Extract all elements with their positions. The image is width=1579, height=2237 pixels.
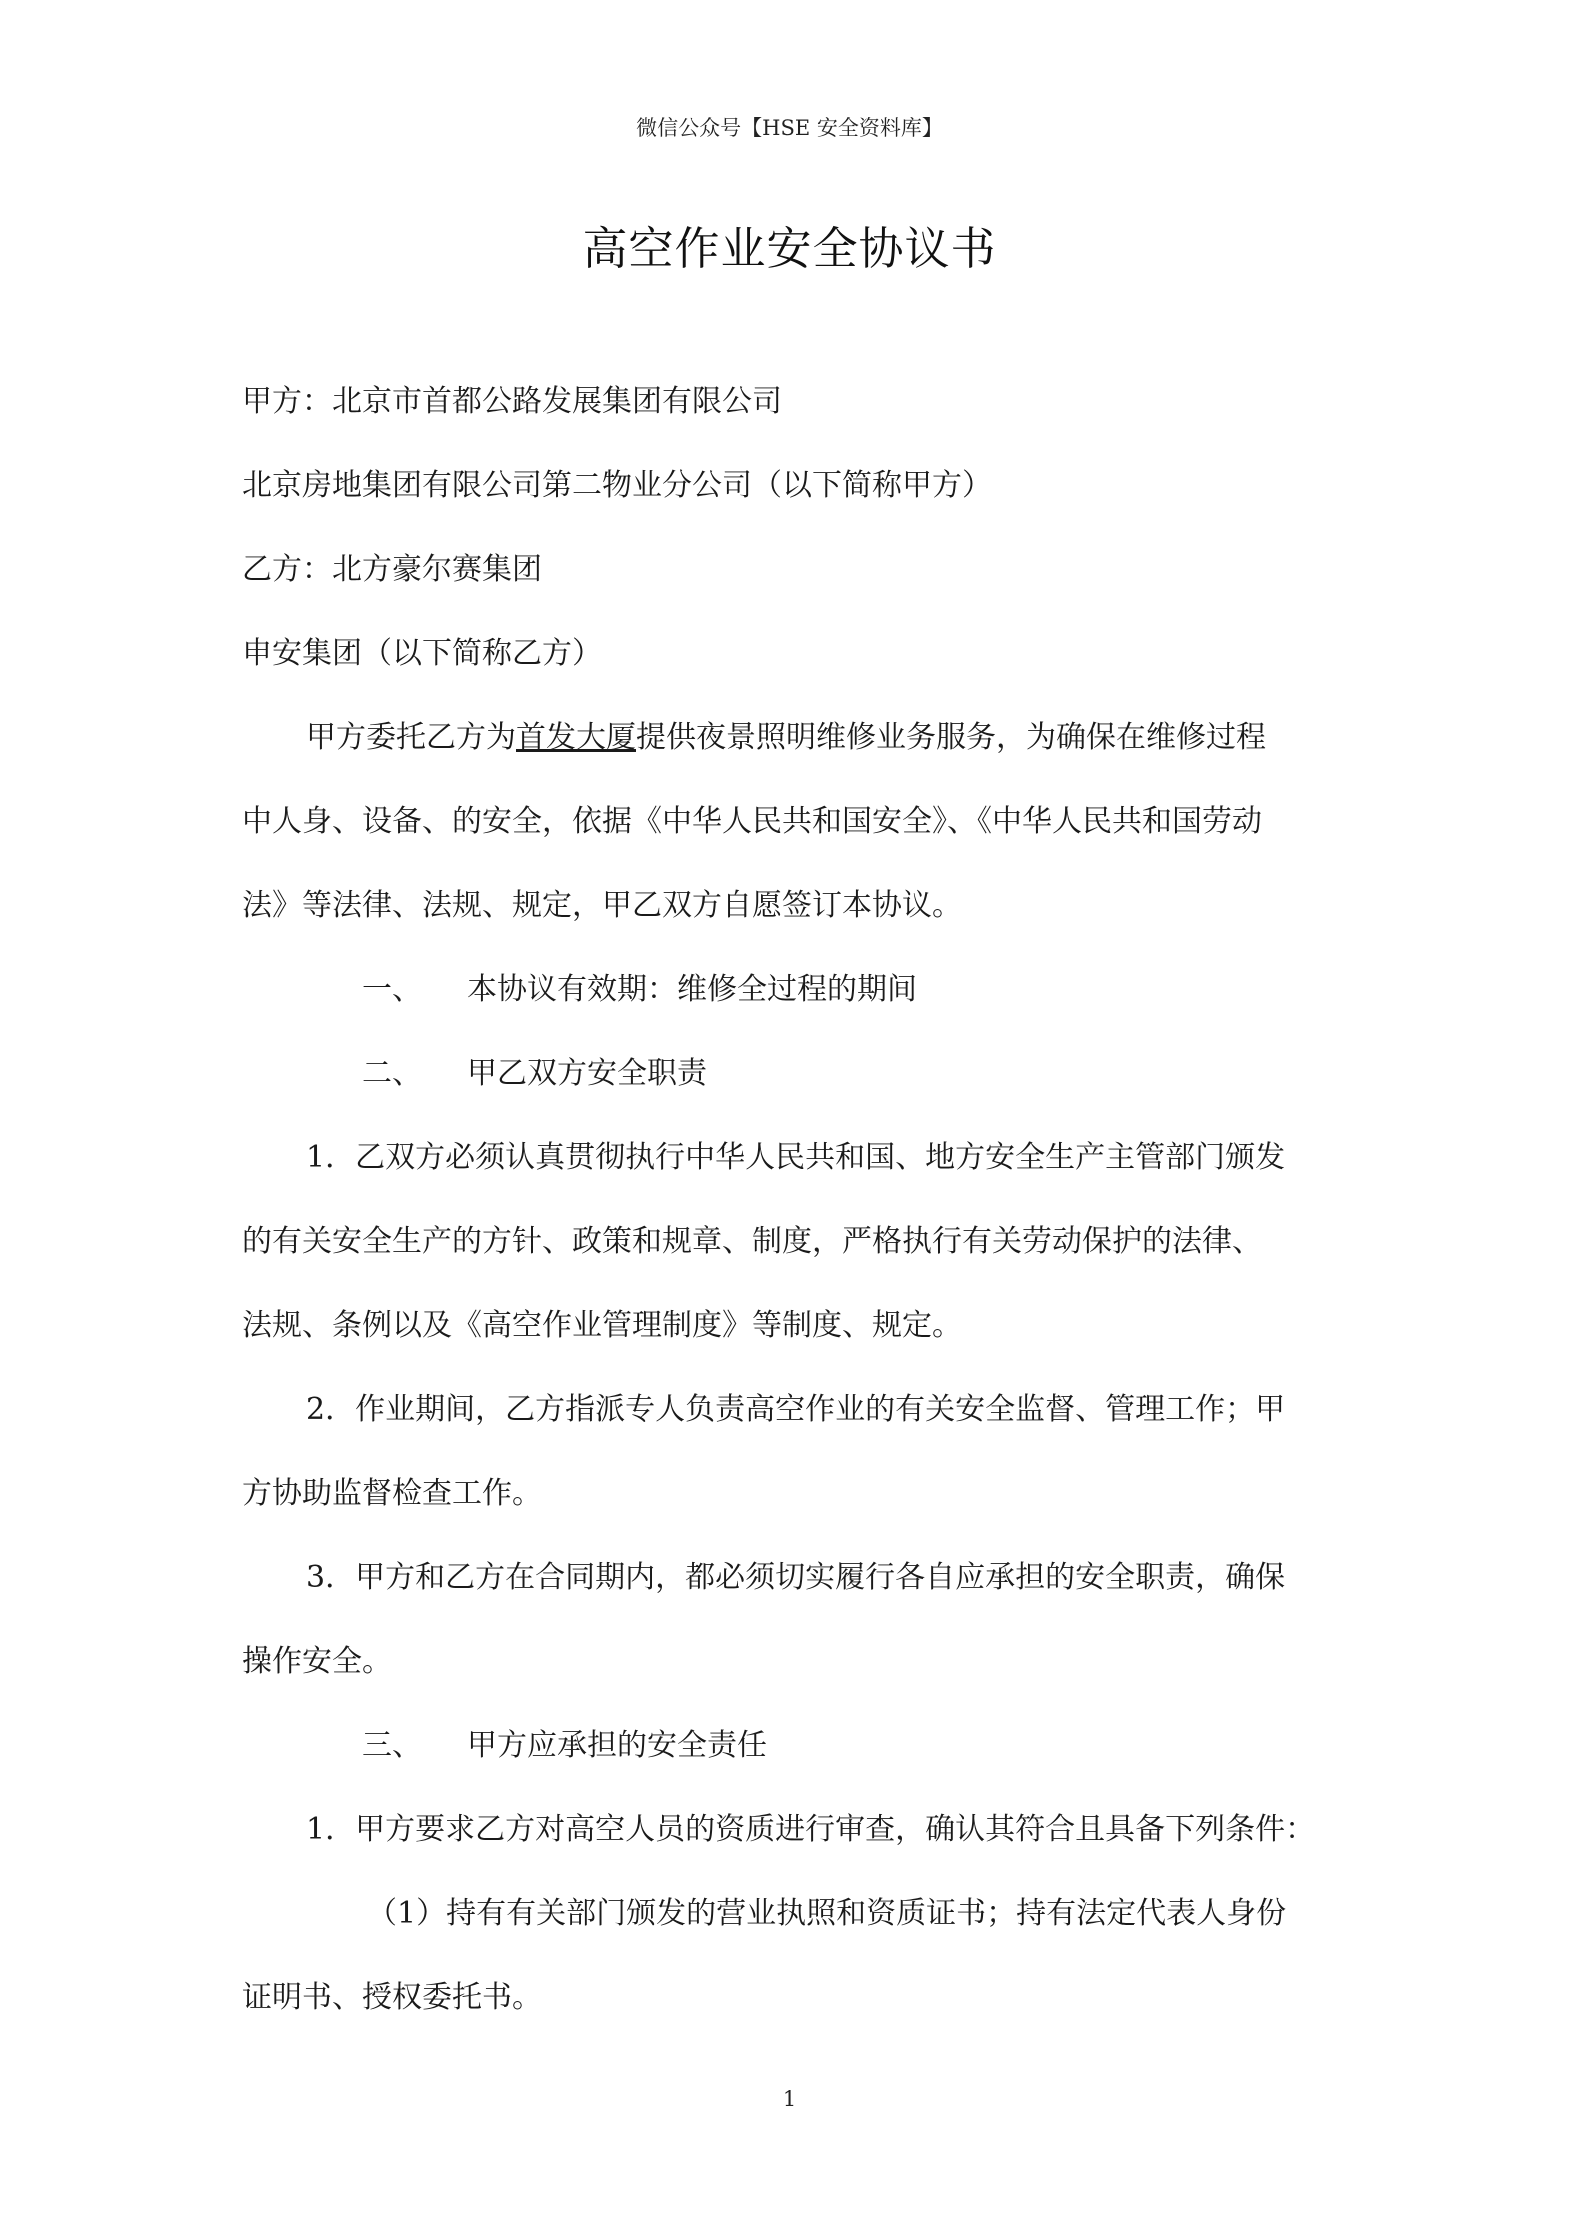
clause-2-1-line3: 法规、条例以及《高空作业管理制度》等制度、规定。 [242, 1308, 962, 1343]
party-a-line2: 北京房地集团有限公司第二物业分公司（以下简称甲方） [242, 468, 992, 503]
header-note: 微信公众号【HSE 安全资料库】 [636, 116, 943, 140]
intro-building-name: 首发大厦 [516, 720, 636, 755]
clause-3-1-sub1-line1: （1）持有有关部门颁发的营业执照和资质证书；持有法定代表人身份 [367, 1896, 1287, 1931]
section-2-text: 甲乙双方安全职责 [467, 1056, 707, 1091]
intro-post: 提供夜景照明维修业务服务，为确保在维修过程 [636, 720, 1266, 755]
document-body [242, 360, 1342, 2040]
page-title: 高空作业安全协议书 [582, 222, 997, 275]
section-2-heading [242, 1032, 1342, 1116]
party-b-line1: 乙方：北方豪尔赛集团 [242, 552, 542, 587]
section-1-text: 本协议有效期：维修全过程的期间 [467, 972, 917, 1007]
intro-line1 [242, 696, 1342, 780]
section-3-number: 三、 [362, 1728, 422, 1763]
section-3-heading [242, 1704, 1342, 1788]
section-1-heading [242, 948, 1342, 1032]
clause-2-3-line2: 操作安全。 [242, 1644, 392, 1679]
section-3-text: 甲方应承担的安全责任 [467, 1728, 767, 1763]
section-1-number: 一、 [362, 972, 422, 1007]
page-number: 1 [782, 2087, 797, 2111]
clause-2-1-line2: 的有关安全生产的方针、政策和规章、制度，严格执行有关劳动保护的法律、 [242, 1224, 1262, 1259]
clause-3-1-line1: 1．甲方要求乙方对高空人员的资质进行审查，确认其符合且具备下列条件： [306, 1812, 1316, 1847]
intro-line3: 法》等法律、法规、规定，甲乙双方自愿签订本协议。 [242, 888, 962, 923]
intro-pre: 甲方委托乙方为 [306, 720, 516, 755]
clause-2-1-line1: 1．乙双方必须认真贯彻执行中华人民共和国、地方安全生产主管部门颁发 [306, 1140, 1286, 1175]
intro-line2: 中人身、设备、的安全，依据《中华人民共和国安全》、《中华人民共和国劳动 [242, 804, 1262, 839]
clause-3-1-sub1-line2: 证明书、授权委托书。 [242, 1980, 542, 2015]
clause-2-2-line1: 2．作业期间，乙方指派专人负责高空作业的有关安全监督、管理工作；甲 [306, 1392, 1286, 1427]
party-b-line2: 申安集团（以下简称乙方） [242, 636, 602, 671]
party-a-line1: 甲方：北京市首都公路发展集团有限公司 [242, 384, 782, 419]
section-2-number: 二、 [362, 1056, 422, 1091]
clause-2-2-line2: 方协助监督检查工作。 [242, 1476, 542, 1511]
clause-2-3-line1: 3．甲方和乙方在合同期内，都必须切实履行各自应承担的安全职责，确保 [306, 1560, 1286, 1595]
